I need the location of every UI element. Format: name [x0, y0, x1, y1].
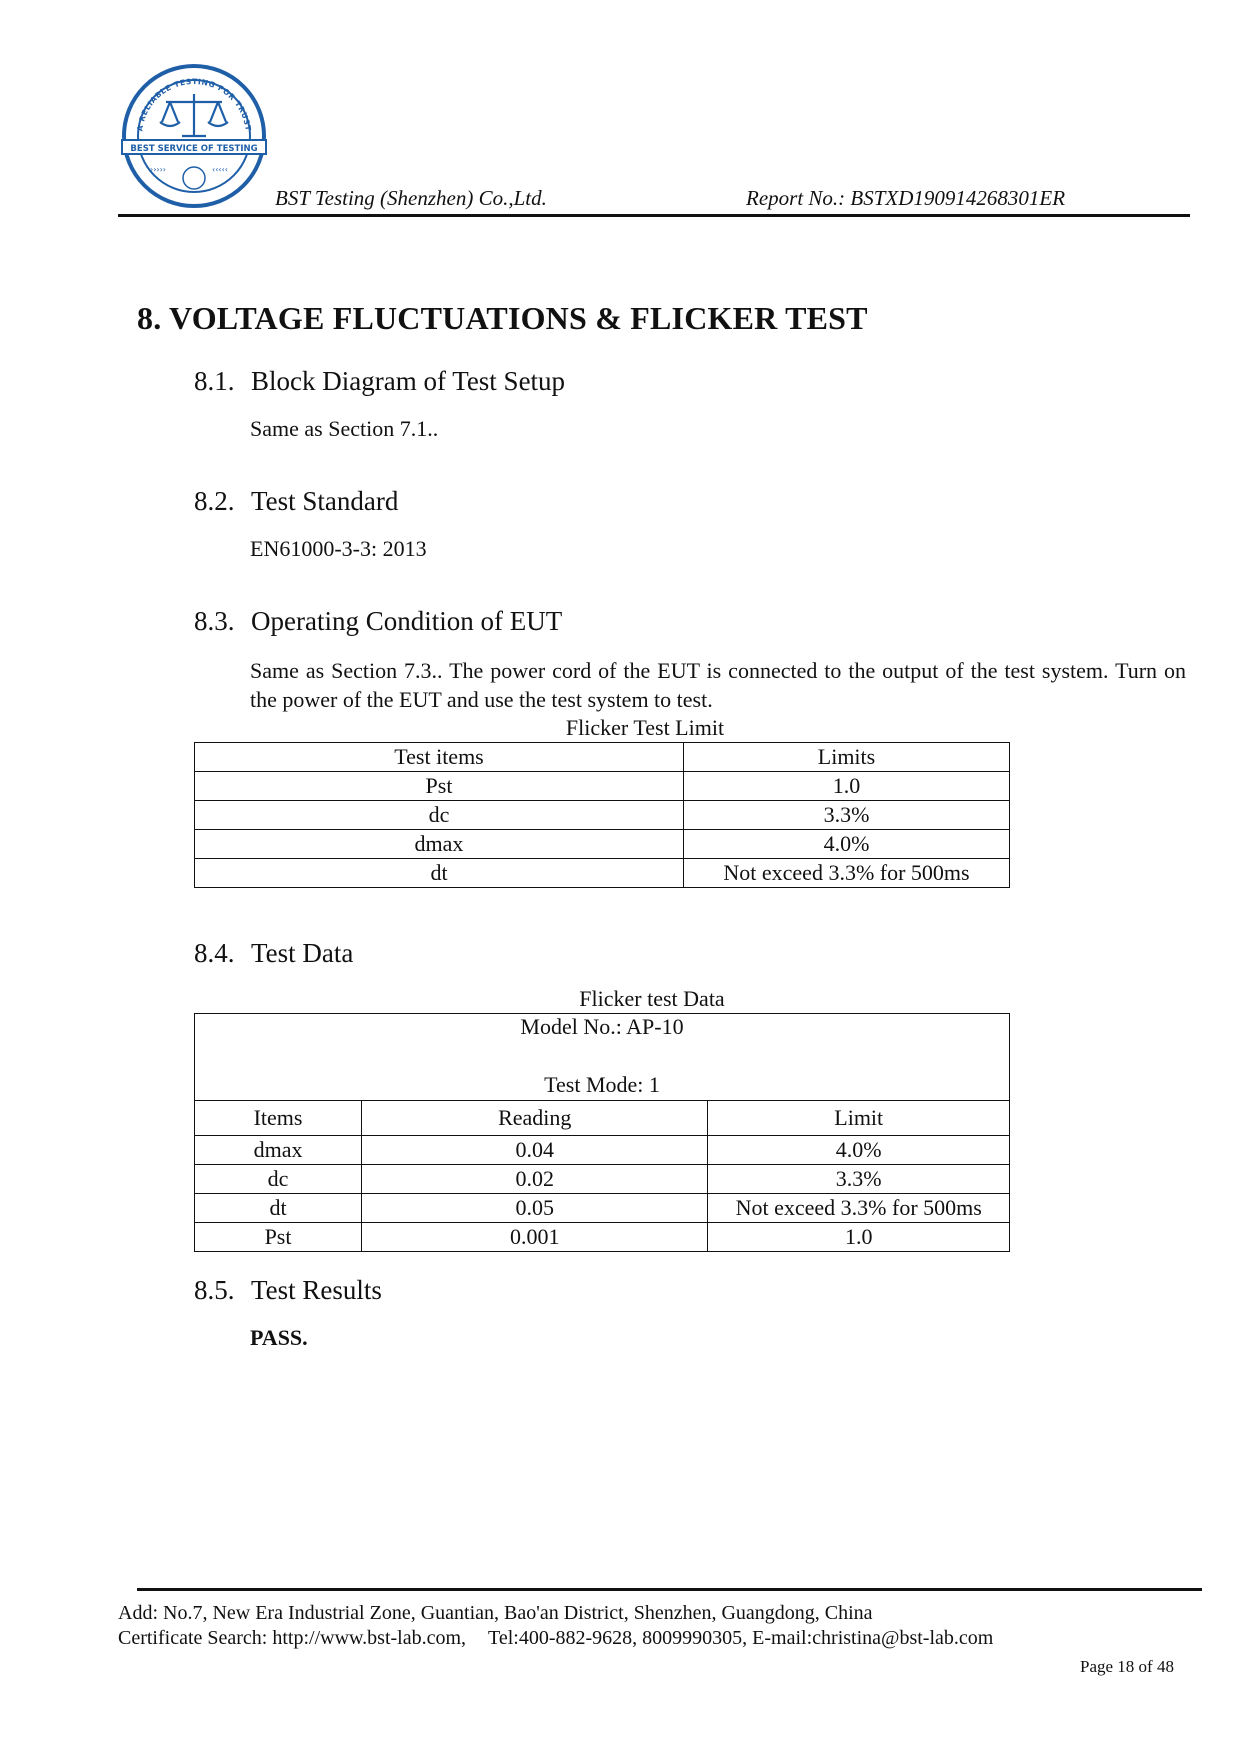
test-result-text: PASS. — [250, 1325, 308, 1350]
model-number: Model No.: AP-10 — [520, 1014, 684, 1039]
model-mode-cell — [195, 1014, 1010, 1101]
company-seal-logo — [120, 62, 268, 210]
footer-contact-line — [118, 1627, 993, 1650]
subsection-heading-8-2 — [194, 486, 398, 517]
table-row — [195, 1223, 1010, 1252]
subsection-number: 8.5. — [194, 1275, 235, 1305]
subsection-title: Test Data — [251, 938, 354, 968]
subsection-number: 8.3. — [194, 606, 235, 636]
section-title: 8. VOLTAGE FLUCTUATIONS & FLICKER TEST — [137, 300, 868, 336]
table-cell: 3.3% — [708, 1165, 1010, 1194]
table-cell: Not exceed 3.3% for 500ms — [684, 859, 1010, 888]
subsection-heading-8-1 — [194, 366, 565, 397]
limit-table-caption: Flicker Test Limit — [565, 715, 725, 740]
test-standard-text: EN61000-3-3: 2013 — [250, 536, 427, 561]
header-cell: Limits — [684, 743, 1010, 772]
subsection-heading-8-3 — [194, 606, 562, 637]
table-row — [195, 801, 1010, 830]
subsection-text-8-1: Same as Section 7.1.. — [250, 416, 439, 441]
table-cell: Not exceed 3.3% for 500ms — [708, 1194, 1010, 1223]
table-cell: 0.02 — [362, 1165, 708, 1194]
data-table-caption: Flicker test Data — [579, 986, 725, 1011]
svg-text:BEST SERVICE OF TESTING: BEST SERVICE OF TESTING — [130, 144, 258, 154]
table-title-row — [195, 1014, 1010, 1101]
subsection-number: 8.4. — [194, 938, 235, 968]
subsection-number: 8.1. — [194, 366, 235, 396]
header-divider — [118, 214, 1190, 217]
table-cell: 0.04 — [362, 1136, 708, 1165]
table-cell: dmax — [195, 1136, 362, 1165]
operating-condition-text: Same as Section 7.3.. The power cord of the EUT is connected to the output of the test system. Turn on the power of the EUT and use the test system to test. — [250, 658, 1186, 712]
contact-info: Tel:400-882-9628, 8009990305, E-mail:christina@bst-lab.com — [488, 1627, 994, 1649]
table-cell: 3.3% — [684, 801, 1010, 830]
table-cell: 4.0% — [684, 830, 1010, 859]
certificate-search-link[interactable]: Certificate Search: http://www.bst-lab.com, — [118, 1627, 467, 1649]
flicker-data-table — [194, 1013, 1010, 1252]
table-cell: dt — [195, 1194, 362, 1223]
header-cell: Test items — [195, 743, 684, 772]
header-cell: Limit — [708, 1101, 1010, 1136]
table-header-row — [195, 1101, 1010, 1136]
header-cell: Reading — [362, 1101, 708, 1136]
svg-text:A RELIABLE TESTING FOR TRUST: A RELIABLE TESTING FOR TRUST — [135, 76, 253, 132]
table-row — [195, 772, 1010, 801]
page-number: Page 18 of 48 — [1080, 1657, 1174, 1676]
subsection-title: Operating Condition of EUT — [251, 606, 563, 636]
flicker-limit-table — [194, 742, 1010, 888]
svg-text:›››››: ››››› — [150, 165, 166, 174]
table-cell: 0.05 — [362, 1194, 708, 1223]
table-row — [195, 859, 1010, 888]
table-cell: dt — [195, 859, 684, 888]
subsection-title: Block Diagram of Test Setup — [251, 366, 566, 396]
subsection-title: Test Results — [251, 1275, 382, 1305]
table-cell: dc — [195, 801, 684, 830]
footer-address: Add: No.7, New Era Industrial Zone, Guantian, Bao'an District, Shenzhen, Guangdong, China — [118, 1602, 873, 1624]
test-mode: Test Mode: 1 — [544, 1072, 660, 1097]
subsection-heading-8-4 — [194, 938, 353, 969]
table-cell: Pst — [195, 1223, 362, 1252]
table-cell: dmax — [195, 830, 684, 859]
company-name: BST Testing (Shenzhen) Co.,Ltd. — [275, 186, 547, 210]
table-cell: Pst — [195, 772, 684, 801]
table-row — [195, 1194, 1010, 1223]
table-row — [195, 830, 1010, 859]
subsection-title: Test Standard — [251, 486, 399, 516]
table-row — [195, 1136, 1010, 1165]
table-cell: dc — [195, 1165, 362, 1194]
table-cell: 1.0 — [684, 772, 1010, 801]
table-cell: 4.0% — [708, 1136, 1010, 1165]
header-cell: Items — [195, 1101, 362, 1136]
table-header-row — [195, 743, 1010, 772]
subsection-number: 8.2. — [194, 486, 235, 516]
svg-text:‹‹‹‹‹: ‹‹‹‹‹ — [212, 165, 228, 174]
table-row — [195, 1165, 1010, 1194]
report-number: Report No.: BSTXD190914268301ER — [746, 186, 1066, 210]
table-cell: 0.001 — [362, 1223, 708, 1252]
table-cell: 1.0 — [708, 1223, 1010, 1252]
footer-divider — [137, 1588, 1202, 1591]
subsection-heading-8-5 — [194, 1275, 382, 1306]
